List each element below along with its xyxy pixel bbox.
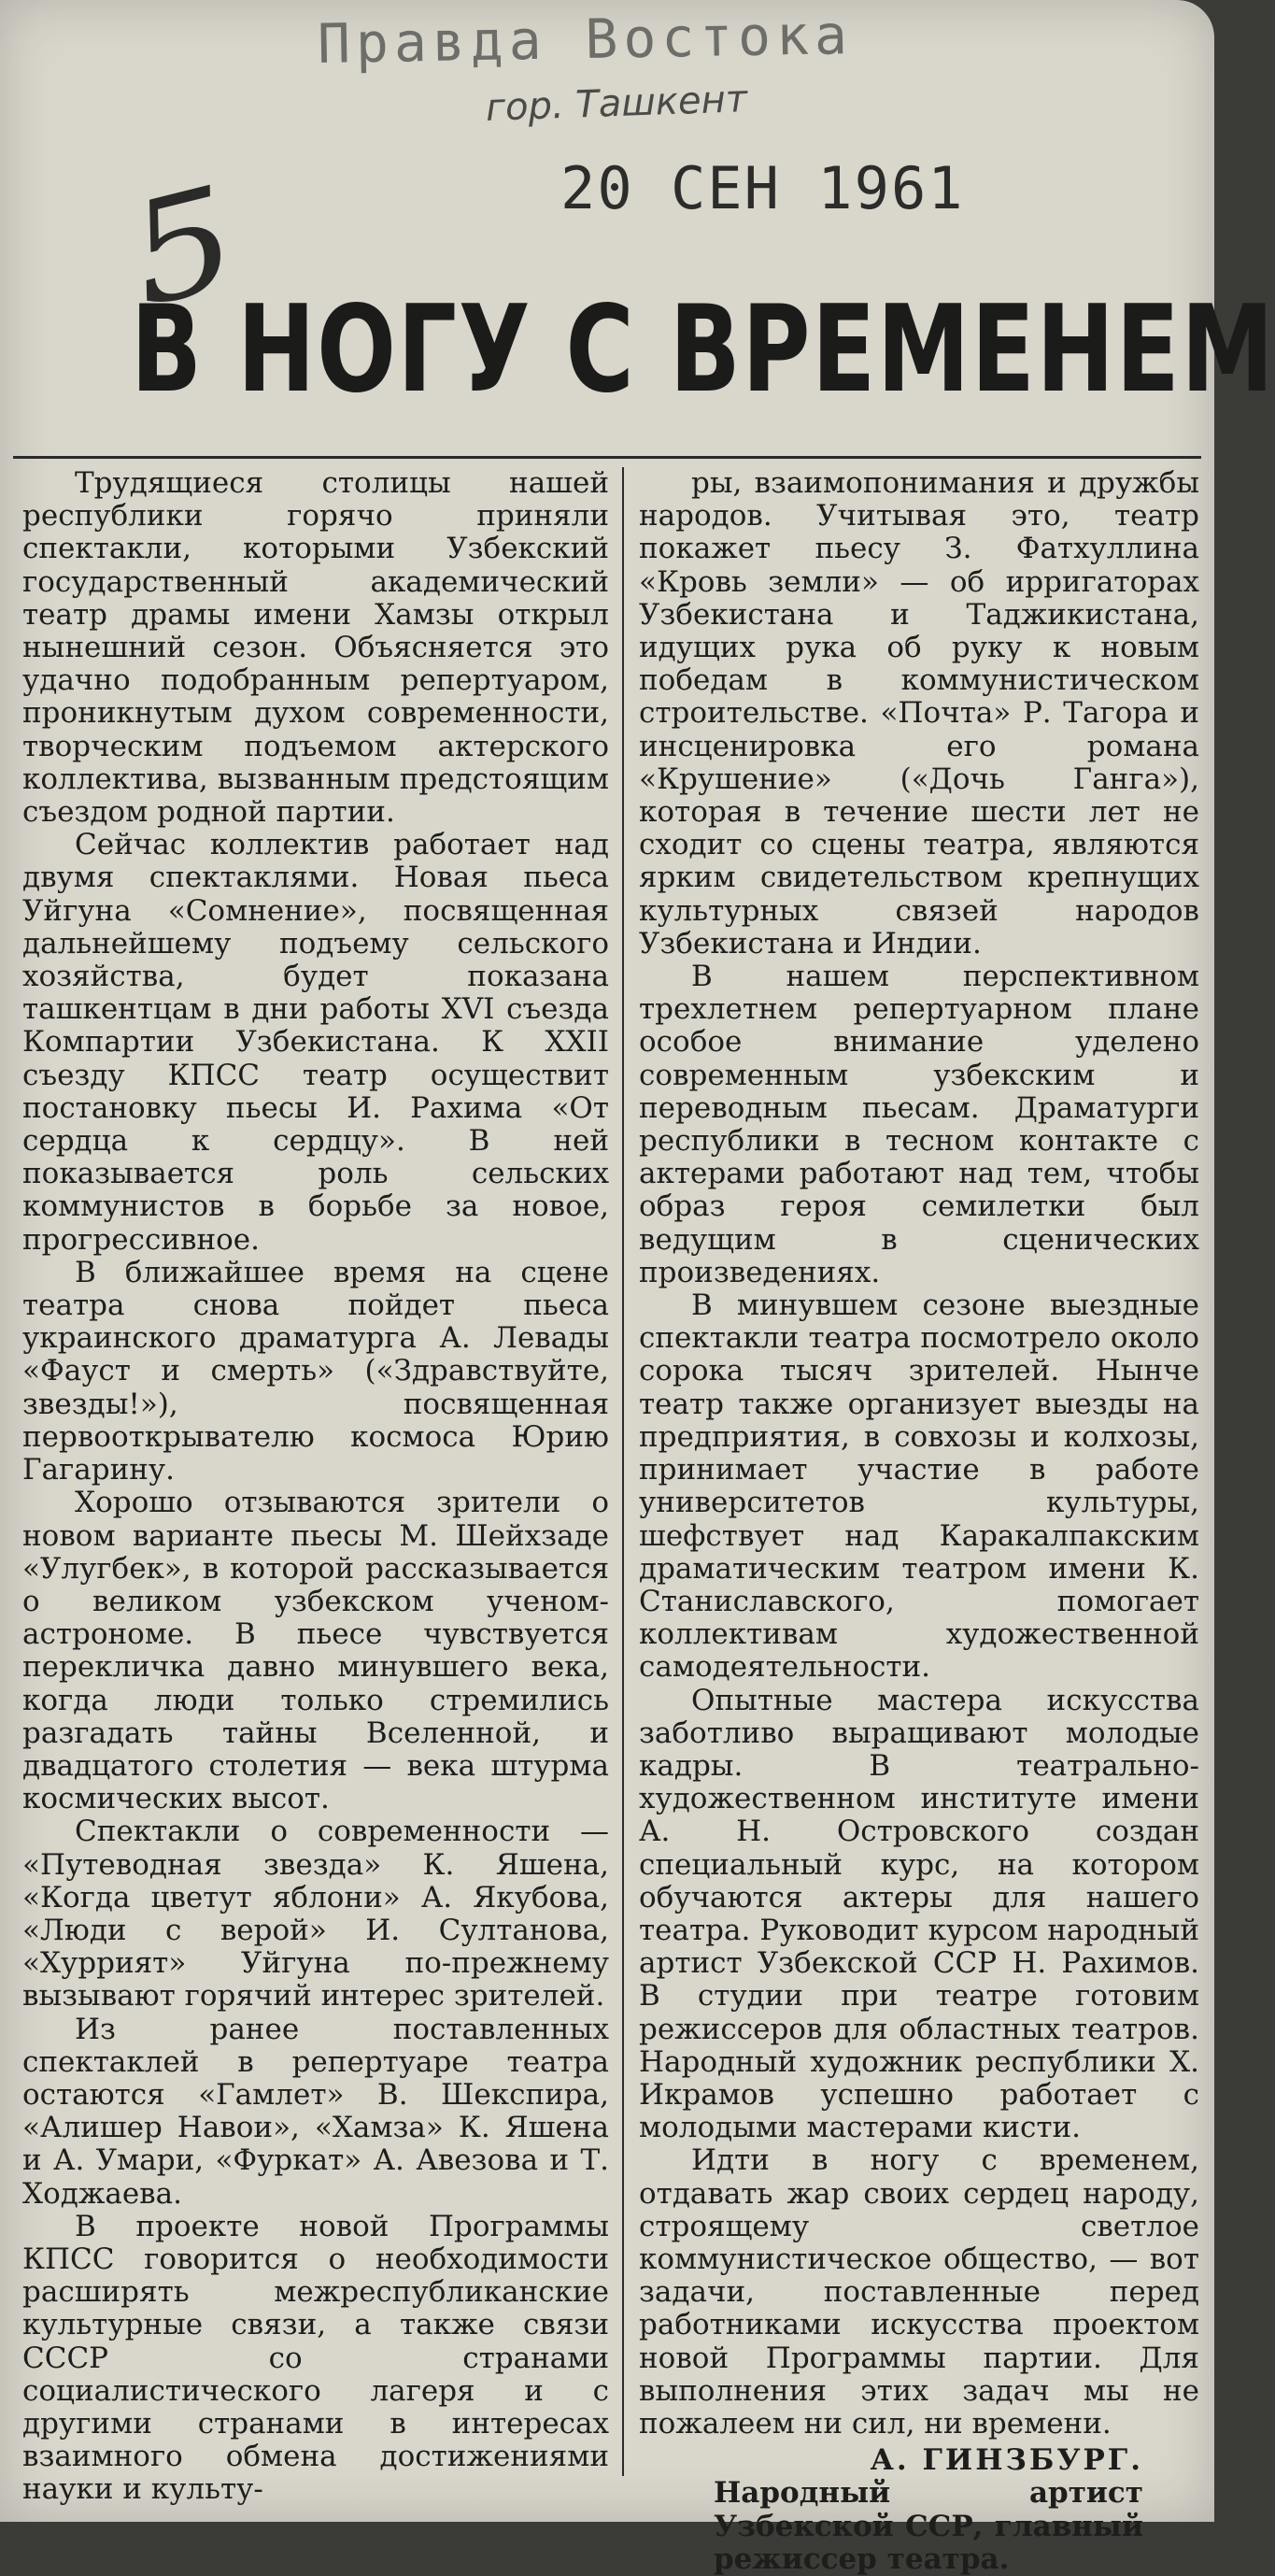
article-left-column (22, 467, 609, 2507)
paragraph: Хорошо отзываются зрители о новом варианте пьесы М. Шейхзаде «Улугбек», в которой рассказывается о великом узбекском ученом-астрономе. В пьесе чувствуется перекличка давно минувшего века, когда люди только стремились разгадать тайны Вселенной, и двадцатого столетия — века штурма космических высот. (22, 1486, 609, 1816)
newspaper-name-stamp: Правда Востока (317, 3, 854, 76)
date-stamp: 20 СЕН 1961 (560, 154, 965, 222)
paragraph: Сейчас коллектив работает над двумя спектаклями. Новая пьеса Уйгуна «Сомнение», посвященная дальнейшему подъему сельского хозяйства, будет показана ташкентцам в дни работы XVI съезда Компартии Узбекистана. К XXII съезду КПСС театр осуществит постановку пьесы И. Рахима «От сердца к сердцу». В ней показывается роль сельских коммунистов в борьбе за новое, прогрессивное. (22, 828, 609, 1257)
paragraph: В нашем перспективном трехлетнем репертуарном плане особое внимание уделено современным узбекским и переводным пьесам. Драматурги республики в тесном контакте с актерами работают над тем, чтобы образ героя семилетки был ведущим в сценических произведениях. (639, 960, 1199, 1289)
paragraph: В ближайшее время на сцене театра снова пойдет пьеса украинского драматурга А. Левады «Фауст и смерть» («Здравствуйте, звезды!»), посвященная первооткрывателю космоса Юрию Гагарину. (22, 1255, 609, 1487)
paragraph: Трудящиеся столицы нашей республики горячо приняли спектакли, которыми Узбекский государственный академический театр драмы имени Хамзы открыл нынешний сезон. Объясняется это удачно подобранным репертуаром, проникнутым духом современности, творческим подъемом актерского коллектива, вызванным предстоящим съездом родной партии. (22, 466, 609, 830)
top-rule (13, 456, 1201, 459)
article-headline: В НОГУ С ВРЕМЕНЕМ (131, 280, 1275, 420)
paragraph: Из ранее поставленных спектаклей в репертуаре театра остаются «Гамлет» В. Шекспира, «Алишер Навои», «Хамза» К. Яшена и А. Умари, «Фуркат» А. Авезова и Т. Ходжаева. (22, 2012, 609, 2211)
paragraph: Опытные мастера искусства заботливо выращивают молодые кадры. В театрально-художественном институте имени А. Н. Островского создан специальный курс, на котором обучаются актеры для нашего театра. Руководит курсом народный артист Узбекской ССР Н. Рахимов. В студии при театре готовим режиссеров для областных театров. Народный художник республики Х. Икрамов успешно работает с молодыми мастерами кисти. (639, 1683, 1199, 2145)
paragraph: ры, взаимопонимания и дружбы народов. Учитывая это, театр покажет пьесу З. Фатхуллина «Кровь земли» — об ирригаторах Узбекистана и Таджикистана, идущих рука об руку к новым победам в коммунистическом строительстве. «Почта» Р. Тагора и инсценировка его романа «Крушение» («Дочь Ганга»), которая в течение шести лет не сходит со сцены театра, являются ярким свидетельством крепнущих культурных связей народов Узбекистана и Индии. (639, 466, 1199, 961)
paragraph: Идти в ногу с временем, отдавать жар своих сердец народу, строящему светлое коммунистическое общество, — вот задачи, поставленные перед работниками искусства проектом новой Программы партии. Для выполнения этих задач мы не пожалеем ни сил, ни времени. (639, 2143, 1199, 2441)
author-title: Народный артист Узбекской ССР, главный режиссер театра. (714, 2476, 1143, 2576)
paragraph: В минувшем сезоне выездные спектакли театра посмотрело около сорока тысяч зрителей. Нынче театр также организует выезды на предприятия, в совхозы и колхозы, принимает участие в работе университетов культуры, шефствует над Каракалпакским драматическим театром имени К. Станиславского, помогает коллективам художественной самодеятельности. (639, 1288, 1199, 1685)
column-divider (622, 467, 624, 2476)
author-name: А. ГИНЗБУРГ. (870, 2443, 1143, 2478)
paragraph: В проекте новой Программы КПСС говорится о необходимости расширять межреспубликанские культурные связи, а также связи СССР со странами социалистического лагеря и с другими странами в интересах взаимного обмена достижениями науки и культу- (22, 2209, 609, 2507)
paragraph: Спектакли о современности — «Путеводная звезда» К. Яшена, «Когда цветут яблони» А. Якубова, «Люди с верой» И. Султанова, «Хуррият» Уйгуна по-прежнему вызывают горячий интерес зрителей. (22, 1815, 609, 2014)
city-stamp: гор. Ташкент (485, 78, 748, 130)
article-right-column (639, 467, 1199, 2576)
handwritten-number: 5 (113, 156, 253, 339)
